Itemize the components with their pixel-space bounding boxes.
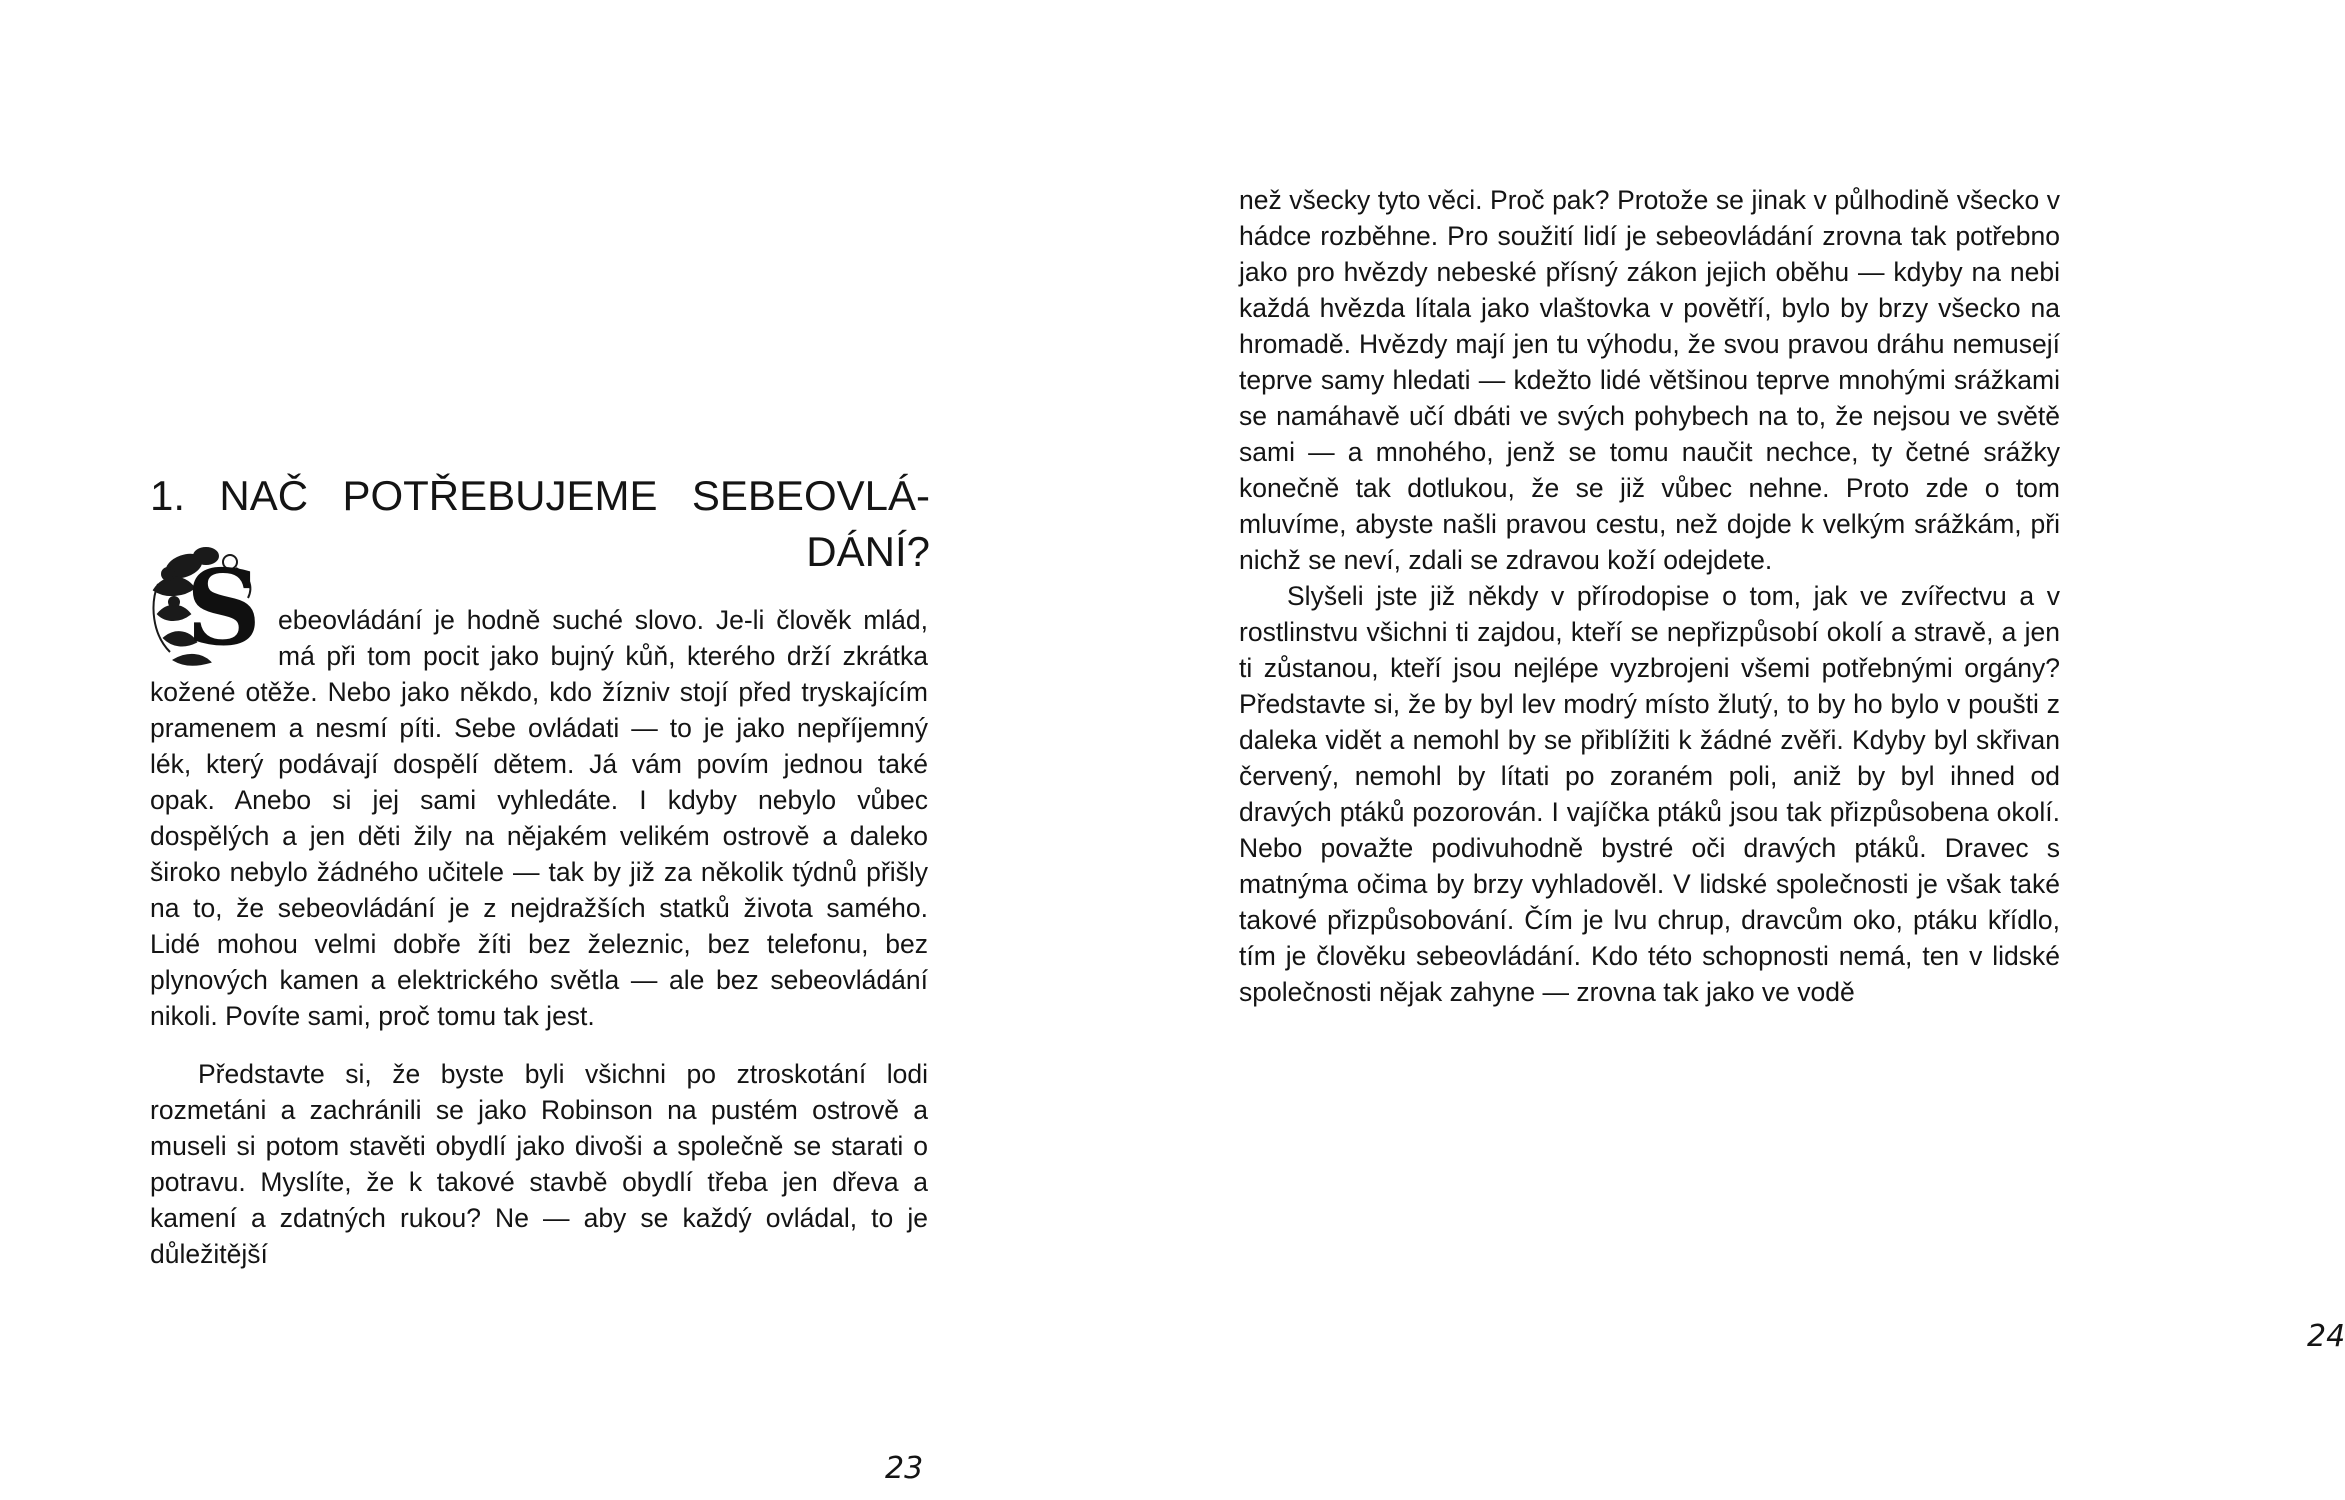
- left-page-text: [150, 546, 928, 1272]
- right-page: [1069, 0, 2345, 1500]
- page-number: 24: [2307, 1319, 2345, 1354]
- paragraph: než všecky tyto věci. Proč pak? Protože se jinak v půlhodině všecko v hádce rozběhne. Pro soužití lidí je sebeovládání zrovna tak potřebno jako pro hvězdy nebeské přísný zákon jejich oběhu — kdyby na nebi každá hvězda lítala jako vlaštovka v povětří, bylo by brzy všecko na hromadě. Hvězdy mají jen tu výhodu, že svou pravou dráhu nemusejí teprve samy hledati — kdežto lidé většinou teprve mnohými srážkami se namáhavě učí dbáti ve svých pohybech na to, že nejsou ve světě sami — a mnohého, jenž se tomu naučit nechce, ty četné srážky konečně tak dotlukou, že se již vůbec nehne. Proto zde o tom mluvíme, abyste našli pravou cestu, než dojde k velkým srážkám, při nichž se neví, zdali se zdravou koží odejdete.: [1239, 185, 2060, 575]
- paragraph: [150, 546, 928, 1034]
- chapter-title: 1. NAČ POTŘEBUJEME SEBEOVLÁ-DÁNÍ?: [150, 472, 930, 575]
- paragraph: Slyšeli jste již někdy v přírodopise o tom, jak ve zvířectvu a v rostlinstvu všichni ti zajdou, kteří se nepřizpůsobí okolí a stravě, a jen ti zůstanou, kteří jsou nejlépe vyzbrojeni všemi potřebnými orgány? Představte si, že by byl lev modrý místo žlutý, to by ho bylo v poušti z daleka vidět a nemohl by se přiblížiti k žádné zvěři. Kdyby byl skřivan červený, nemohl by lítati po zoraném poli, aniž by byl ihned od dravých ptáků pozorován. I vajíčka ptáků jsou tak přizpůsobena okolí. Nebo považte podivuhodně bystré oči dravých ptáků. Dravec s matnýma očima by brzy vyhladověl. V lidské společnosti je však také takové přizpůsobování. Čím je lvu chrup, dravcům oko, ptáku křídlo, tím je člověku sebeovládání. Kdo této schopnosti nemá, ten v lidské společnosti nějak zahyne — zrovna tak jako ve vodě: [1239, 581, 2060, 1007]
- drop-cap-letter: S: [186, 546, 262, 669]
- drop-cap: [144, 544, 272, 668]
- right-page-text: [1239, 182, 2060, 1010]
- page-number: 23: [885, 1451, 924, 1486]
- paragraph: Představte si, že byste byli všichni po ztroskotání lodi rozmetáni a zachránili se jako Robinson na pustém ostrově a museli si potom stavěti obydlí jako divoši a společně se starati o potravu. Myslíte, že k takové stavbě obydlí třeba jen dřeva a kamení a zdatných rukou? Ne — aby se každý ovládal, to je důležitější: [150, 1059, 928, 1269]
- left-page: [0, 0, 1069, 1500]
- paragraph-text: ebeovládání je hodně suché slovo. Je-li člověk mlád, má při tom pocit jako bujný kůň, kterého drží zkrátka kožené otěže. Nebo jako někdo, kdo žízniv stojí před tryskajícím pramenem a nesmí píti. Sebe ovládati — to je jako nepříjemný lék, který podávají dospělí dětem. Já vám povím jednou také opak. Anebo si jej sami vyhledáte. I kdyby nebylo vůbec dospělých a jen děti žily na nějakém velikém ostrově a daleko široko nebylo žádného učitele — tak by již za několik týdnů přišly na to, že sebeovládání je z nejdražších statků života samého. Lidé mohou velmi dobře žíti bez železnic, bez telefonu, bez plynových kamen a elektrického světla — ale bez sebeovládání nikoli. Povíte sami, proč tomu tak jest.: [150, 605, 928, 1031]
